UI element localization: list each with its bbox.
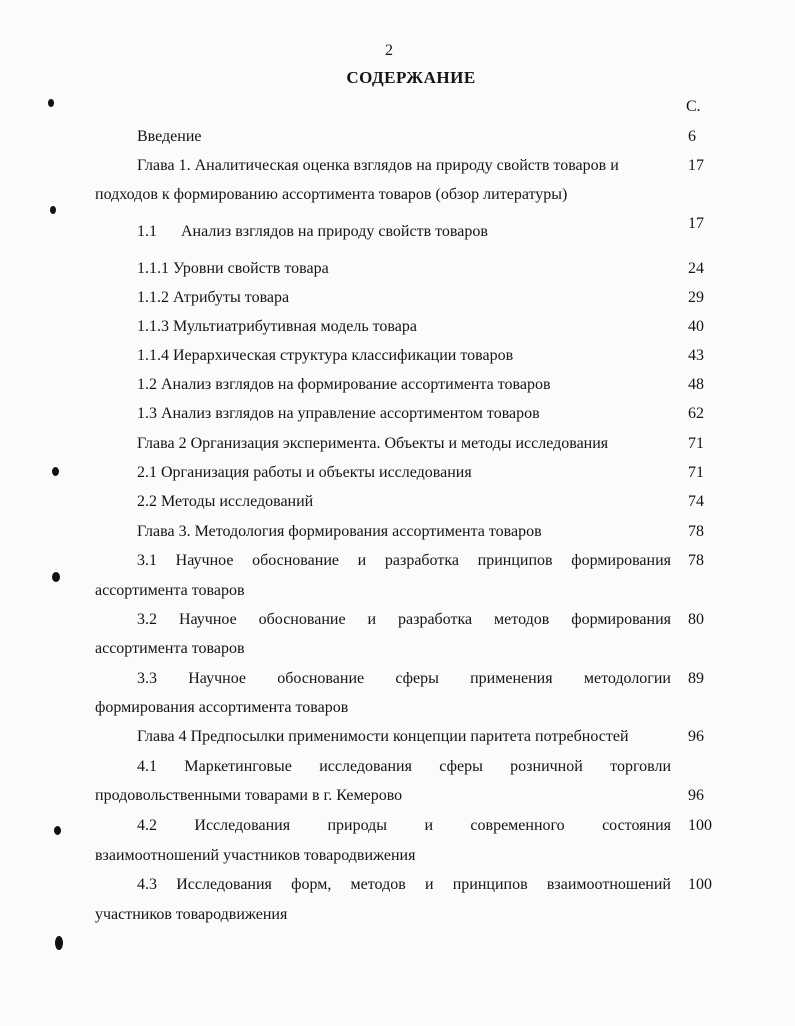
toc-page: 71 — [688, 464, 704, 481]
binding-hole-mark — [50, 206, 56, 214]
toc-entry-3-1: 3.1 Научное обоснование и разработка принципов формирования — [137, 552, 671, 569]
section-number: 1.1 — [137, 223, 157, 240]
toc-entry-3-2: 3.2 Научное обоснование и разработка методов формирования — [137, 611, 671, 628]
toc-entry-4-3: 4.3 Исследования форм, методов и принципов взаимоотношений — [137, 876, 671, 893]
toc-page: 96 — [688, 728, 704, 745]
pages-column-header: С. — [686, 98, 701, 115]
toc-entry-2-2: 2.2 Методы исследований — [137, 493, 314, 510]
toc-entry-4-1-cont: продовольственными товарами в г. Кемерово — [95, 787, 403, 804]
toc-page: 100 — [688, 817, 712, 834]
toc-entry-3-1-cont: ассортимента товаров — [95, 582, 245, 599]
toc-page: 74 — [688, 493, 704, 510]
binding-hole-mark — [52, 467, 59, 476]
toc-entry-introduction: Введение — [137, 128, 202, 145]
page-title: СОДЕРЖАНИЕ — [346, 68, 476, 87]
toc-page: 71 — [688, 435, 704, 452]
toc-entry-1-1-2: 1.1.2 Атрибуты товара — [137, 289, 290, 306]
toc-entry-chapter-1-cont: подходов к формированию ассортимента товаров (обзор литературы) — [95, 186, 568, 203]
toc-page: 100 — [688, 876, 712, 893]
toc-entry-4-3-cont: участников товародвижения — [95, 906, 288, 923]
toc-entry-chapter-2: Глава 2 Организация эксперимента. Объекты и методы исследования — [137, 435, 609, 452]
toc-entry-chapter-1: Глава 1. Аналитическая оценка взглядов на природу свойств товаров и — [137, 157, 619, 174]
toc-page: 43 — [688, 347, 704, 364]
toc-entry-3-3: 3.3 Научное обоснование сферы применения методологии — [137, 670, 671, 687]
toc-page: 96 — [688, 787, 704, 804]
toc-entry-chapter-4: Глава 4 Предпосылки применимости концепции паритета потребностей — [137, 728, 629, 745]
toc-page: 6 — [688, 128, 696, 145]
toc-entry-4-2-cont: взаимоотношений участников товародвижения — [95, 847, 416, 864]
toc-entry-1-2: 1.2 Анализ взглядов на формирование ассортимента товаров — [137, 376, 551, 393]
binding-hole-mark — [48, 99, 54, 107]
toc-page: 78 — [688, 523, 704, 540]
toc-entry-1-1-1: 1.1.1 Уровни свойств товара — [137, 260, 329, 277]
toc-entry-1-1-3: 1.1.3 Мультиатрибутивная модель товара — [137, 318, 417, 335]
toc-entry-3-2-cont: ассортимента товаров — [95, 640, 245, 657]
toc-entry-3-3-cont: формирования ассортимента товаров — [95, 699, 349, 716]
binding-hole-mark — [52, 572, 60, 582]
toc-page: 17 — [688, 157, 704, 174]
toc-entry-4-1: 4.1 Маркетинговые исследования сферы розничной торговли — [137, 758, 671, 775]
toc-entry-1-1-4: 1.1.4 Иерархическая структура классификации товаров — [137, 347, 514, 364]
toc-page: 78 — [688, 552, 704, 569]
toc-entry-1-3: 1.3 Анализ взглядов на управление ассортиментом товаров — [137, 405, 540, 422]
toc-entry-4-2: 4.2 Исследования природы и современного состояния — [137, 817, 671, 834]
toc-entry-chapter-3: Глава 3. Методология формирования ассортимента товаров — [137, 523, 542, 540]
toc-page: 17 — [688, 215, 704, 232]
toc-page: 40 — [688, 318, 704, 335]
toc-page: 48 — [688, 376, 704, 393]
toc-page: 29 — [688, 289, 704, 306]
toc-page: 80 — [688, 611, 704, 628]
binding-hole-mark — [55, 936, 63, 950]
toc-page: 62 — [688, 405, 704, 422]
toc-entry-1-1 — [137, 222, 488, 242]
section-title: Анализ взглядов на природу свойств товаров — [181, 223, 488, 240]
toc-entry-2-1: 2.1 Организация работы и объекты исследования — [137, 464, 472, 481]
page-number: 2 — [385, 42, 393, 59]
toc-page: 24 — [688, 260, 704, 277]
toc-page: 89 — [688, 670, 704, 687]
binding-hole-mark — [54, 826, 61, 835]
